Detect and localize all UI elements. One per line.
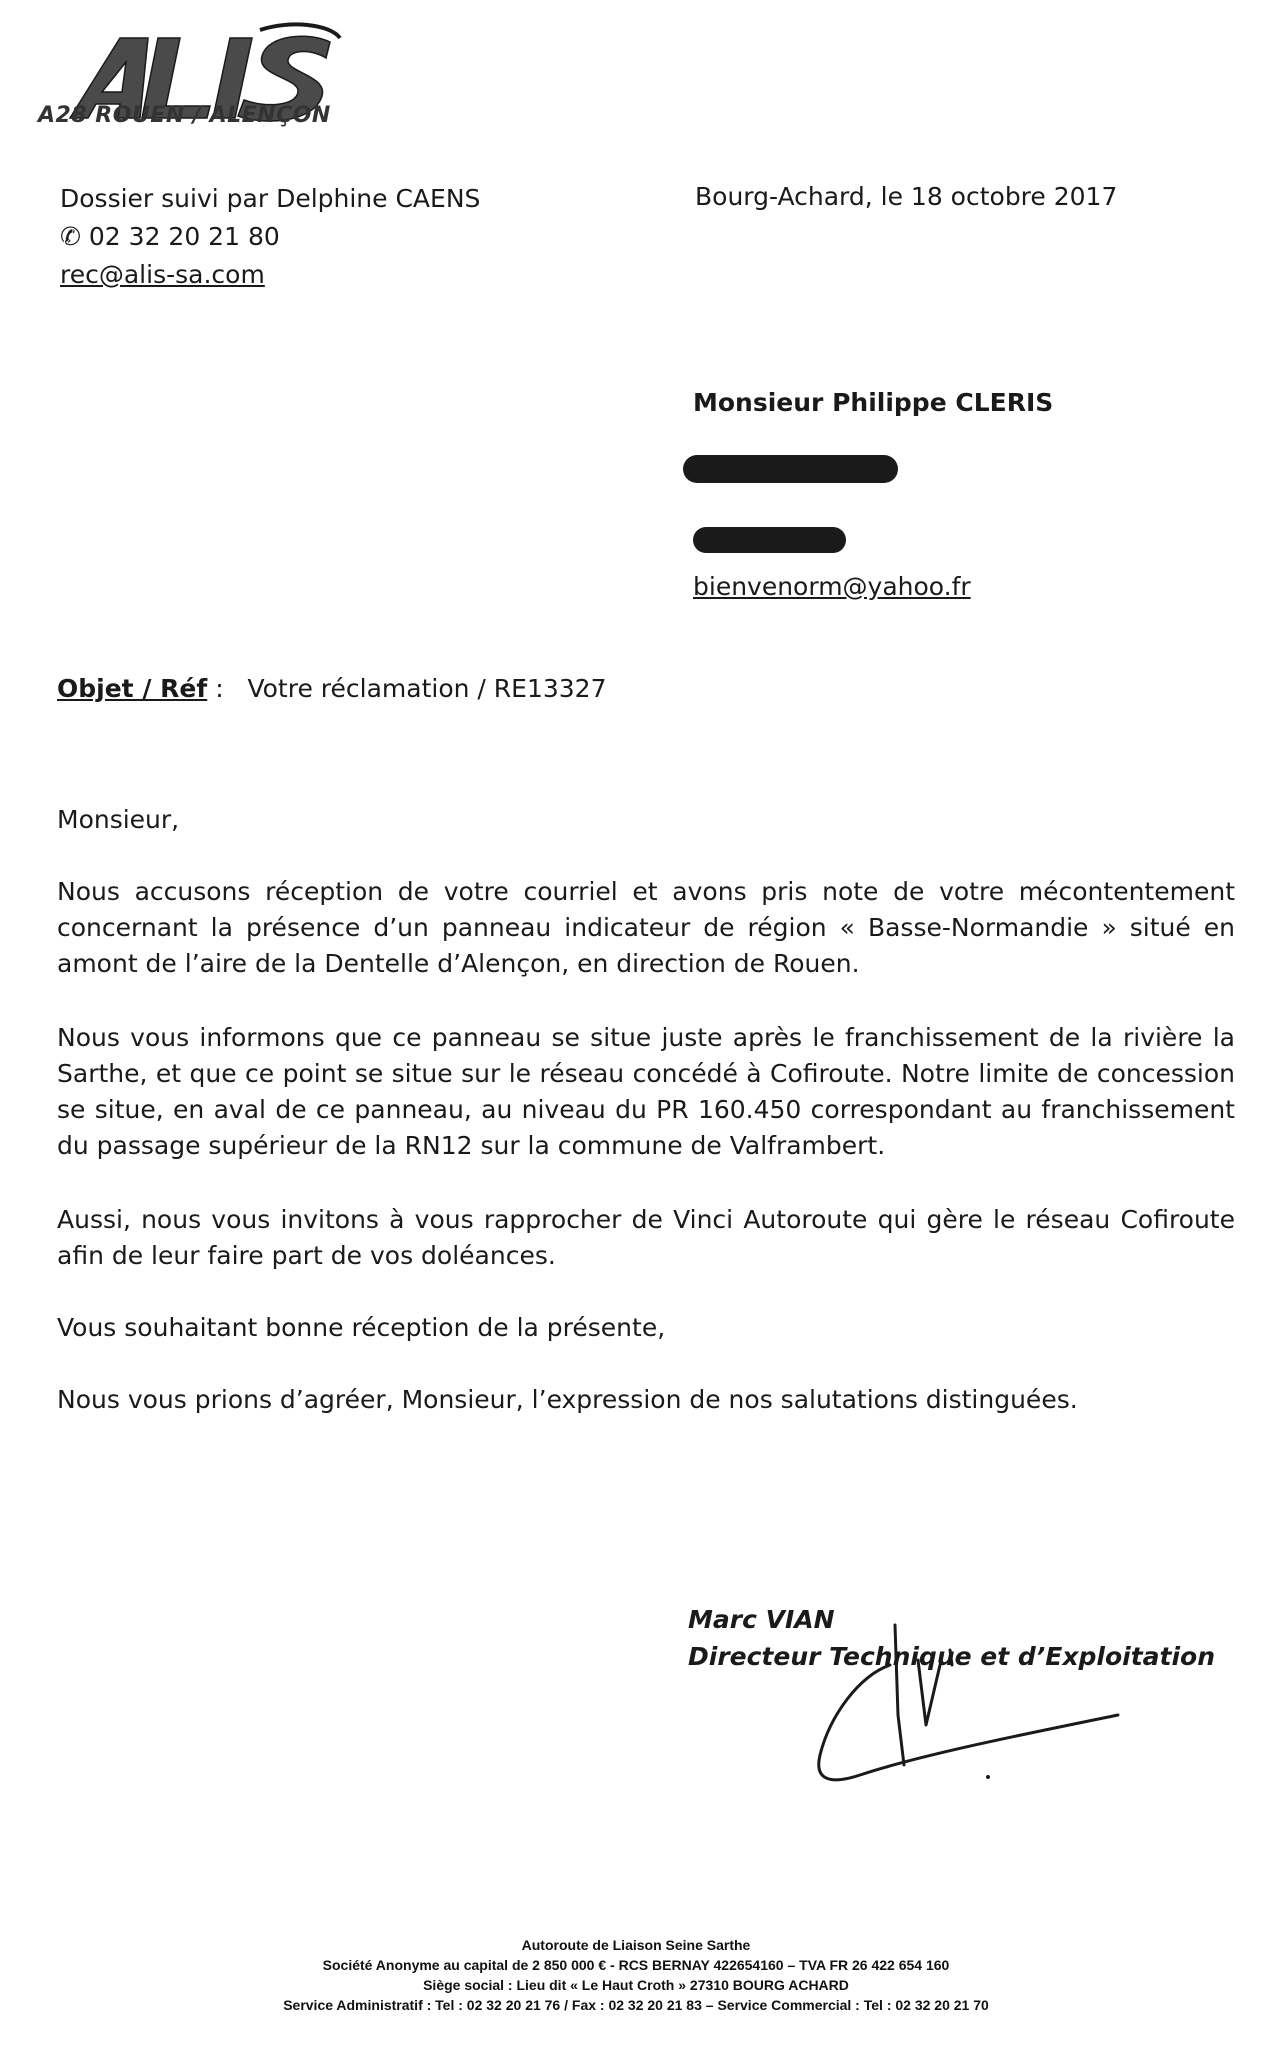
date-line: Bourg-Achard, le 18 octobre 2017 bbox=[695, 182, 1118, 211]
objet-line: Objet / Réf : Votre réclamation / RE13327 bbox=[57, 674, 607, 703]
objet-label: Objet / Réf bbox=[57, 674, 208, 703]
footer-legal: Société Anonyme au capital de 2 850 000 € - RCS BERNAY 422654160 – TVA FR 26 422 654 160 bbox=[322, 1957, 950, 1973]
sender-block bbox=[60, 180, 480, 294]
footer-contacts: Service Administratif : Tel : 02 32 20 21 76 / Fax : 02 32 20 21 83 – Service Commercial : Tel : 02 32 20 21 70 bbox=[283, 1997, 989, 2013]
signatory-name: Marc VIAN bbox=[688, 1605, 835, 1634]
paragraph-1: Nous accusons réception de votre courriel et avons pris note de votre mécontentement concernant la présence d’un panneau indicateur de région « Basse-Normandie » situé en amont de l’aire de la Dentelle d’Alençon, en direction de Rouen. bbox=[57, 877, 1235, 978]
dossier-line: Dossier suivi par Delphine CAENS bbox=[60, 184, 481, 213]
phone-line bbox=[60, 218, 480, 256]
paragraph-3: Aussi, nous vous invitons à vous rapprocher de Vinci Autoroute qui gère le réseau Cofiroute afin de leur faire part de vos doléances. bbox=[57, 1205, 1235, 1270]
sender-email-link[interactable]: rec@alis-sa.com bbox=[60, 260, 265, 289]
recipient-email-link[interactable]: bienvenorm@yahoo.fr bbox=[693, 572, 971, 601]
salutation: Monsieur, bbox=[57, 805, 180, 834]
paragraph-5: Nous vous prions d’agréer, Monsieur, l’expression de nos salutations distinguées. bbox=[57, 1385, 1078, 1414]
footer-address: Siège social : Lieu dit « Le Haut Croth » 27310 BOURG ACHARD bbox=[423, 1977, 849, 1993]
phone-number: 02 32 20 21 80 bbox=[88, 222, 280, 251]
paragraph-2: Nous vous informons que ce panneau se situe juste après le franchissement de la rivière la Sarthe, et que ce point se situe sur le réseau concédé à Cofiroute. Notre limite de concession se situe, en aval de ce panneau, au niveau du PR 160.450 correspondant au franchissement du passage supérieur de la RN12 sur la commune de Valframbert. bbox=[57, 1023, 1235, 1160]
logo-tagline: A28 ROUEN / ALENÇON bbox=[38, 103, 331, 128]
objet-value: Votre réclamation / RE13327 bbox=[247, 674, 607, 703]
footer-company: Autoroute de Liaison Seine Sarthe bbox=[521, 1937, 751, 1953]
paragraph-4: Vous souhaitant bonne réception de la présente, bbox=[57, 1313, 666, 1342]
handwritten-signature bbox=[800, 1615, 1130, 1805]
recipient-name: Monsieur Philippe CLERIS bbox=[693, 388, 1054, 417]
redacted-address-line-1 bbox=[683, 455, 898, 483]
phone-icon: ✆ bbox=[60, 222, 81, 251]
redacted-address-line-2 bbox=[693, 527, 846, 553]
signatory-title: Directeur Technique et d’Exploitation bbox=[688, 1642, 1216, 1671]
footer bbox=[0, 1935, 1272, 2015]
